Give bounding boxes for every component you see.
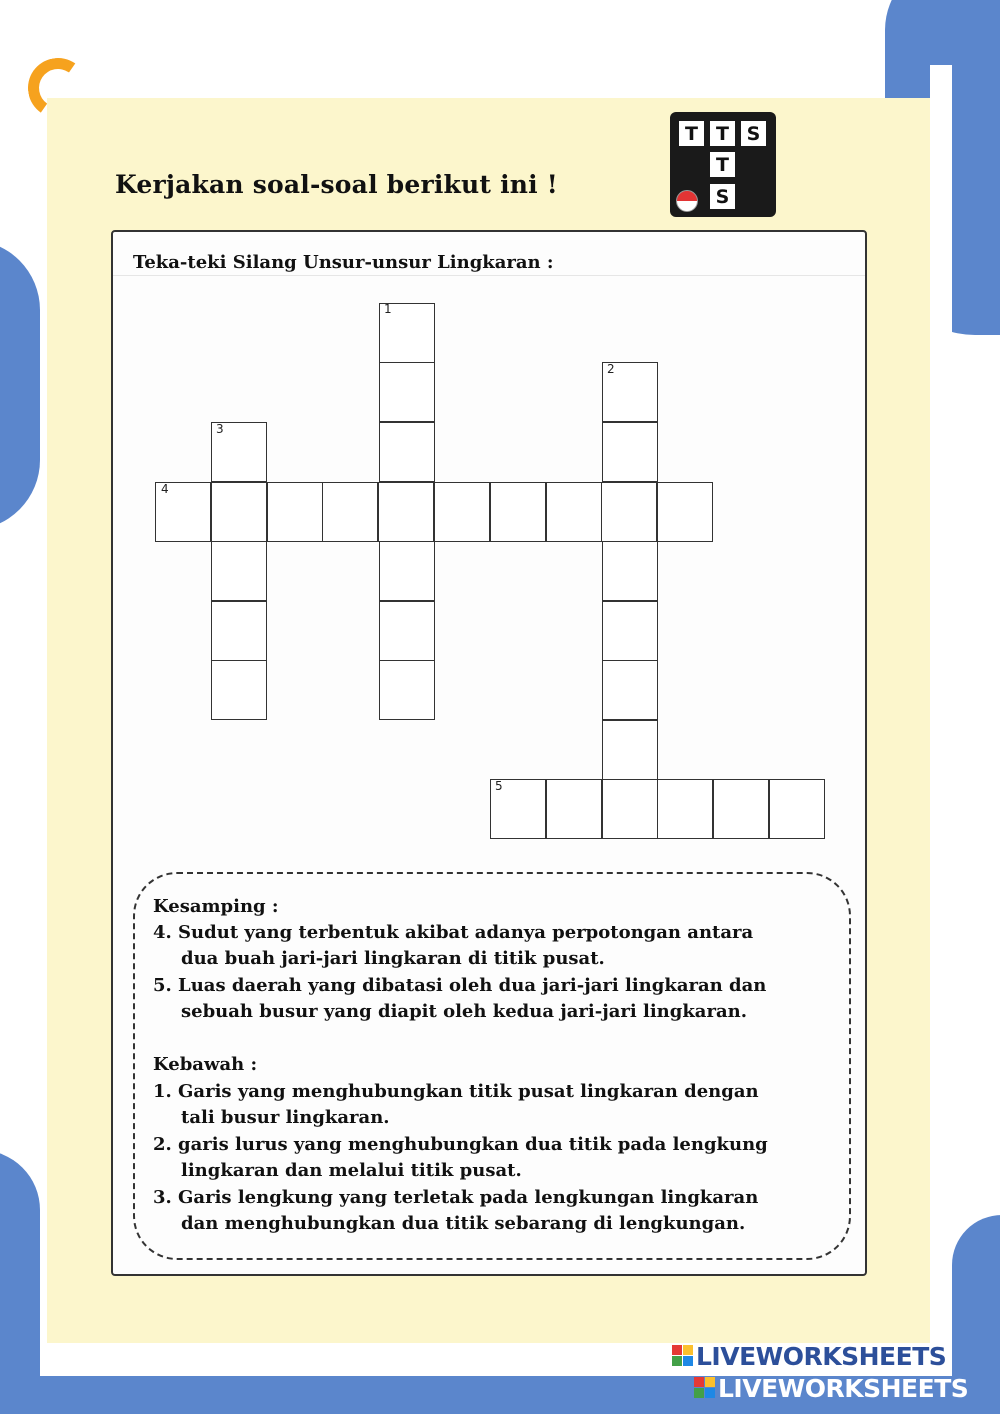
clue-number: 3 [216,422,224,436]
clue-down-1: 1. Garis yang menghubungkan titik pusat lingkaran dengan [153,1081,759,1102]
page-edge [930,65,952,1375]
crossword-cell[interactable] [211,482,267,542]
crossword-cell[interactable] [602,541,658,601]
divider [113,275,865,276]
tts-logo-letter: T [709,151,736,178]
clue-across-5-cont: sebuah busur yang diapit oleh kedua jari-jari lingkaran. [181,1001,747,1022]
clue-across-4-cont: dua buah jari-jari lingkaran di titik pusat. [181,948,605,969]
crossword-cell[interactable] [434,482,490,542]
crossword-cell[interactable] [379,422,435,482]
clue-number: 1 [384,302,392,316]
flag-icon [676,190,698,212]
clue-number: 5 [495,779,503,793]
crossword-cell[interactable] [769,779,825,839]
crossword-cell[interactable] [379,362,435,422]
crossword-cell[interactable] [211,541,267,601]
crossword-cell[interactable] [379,541,435,601]
brand-text: LIVEWORKSHEETS [696,1342,947,1371]
liveworksheets-logo [672,1342,946,1371]
clue-down-3: 3. Garis lengkung yang terletak pada lengkungan lingkaran [153,1187,759,1208]
crossword-cell[interactable] [211,660,267,720]
crossword-cell[interactable] [379,660,435,720]
clue-number: 2 [607,362,615,376]
crossword-cell[interactable] [601,482,657,542]
crossword-title: Teka-teki Silang Unsur-unsur Lingkaran : [133,252,554,273]
tts-logo-letter: S [709,183,736,210]
crossword-cell[interactable] [602,422,658,482]
tts-logo-letter: T [709,120,736,147]
liveworksheets-icon [694,1377,716,1399]
decorative-blue-shape [0,240,40,530]
crossword-cell[interactable] [379,601,435,661]
liveworksheets-logo [694,1374,968,1403]
tts-logo-letter: S [740,120,767,147]
clue-down-2-cont: lingkaran dan melalui titik pusat. [181,1160,522,1181]
across-heading: Kesamping : [153,896,279,917]
liveworksheets-icon [672,1345,694,1367]
clue-across-5: 5. Luas daerah yang dibatasi oleh dua jari-jari lingkaran dan [153,975,767,996]
crossword-cell[interactable] [602,660,658,720]
crossword-cell[interactable] [602,601,658,661]
clue-across-4: 4. Sudut yang terbentuk akibat adanya perpotongan antara [153,922,754,943]
crossword-cell[interactable] [546,482,602,542]
clue-number: 4 [161,482,169,496]
clue-down-3-cont: dan menghubungkan dua titik sebarang di lengkungan. [181,1213,746,1234]
crossword-cell[interactable] [378,482,434,542]
crossword-cell[interactable] [267,482,323,542]
clue-down-2: 2. garis lurus yang menghubungkan dua titik pada lengkung [153,1134,768,1155]
decorative-blue-shape [0,1150,40,1390]
decorative-blue-shape [952,1215,1000,1395]
crossword-cell[interactable] [657,779,713,839]
crossword-cell[interactable] [546,779,602,839]
crossword-cell[interactable] [602,779,658,839]
crossword-cell[interactable] [322,482,378,542]
crossword-cell[interactable] [657,482,713,542]
crossword-cell[interactable] [211,601,267,661]
crossword-cell[interactable] [602,720,658,780]
down-heading: Kebawah : [153,1054,258,1075]
page-heading: Kerjakan soal-soal berikut ini ! [115,170,558,199]
crossword-cell[interactable] [490,482,546,542]
clue-down-1-cont: tali busur lingkaran. [181,1107,390,1128]
tts-logo-letter: T [678,120,705,147]
crossword-cell[interactable] [713,779,769,839]
brand-text: LIVEWORKSHEETS [718,1374,969,1403]
